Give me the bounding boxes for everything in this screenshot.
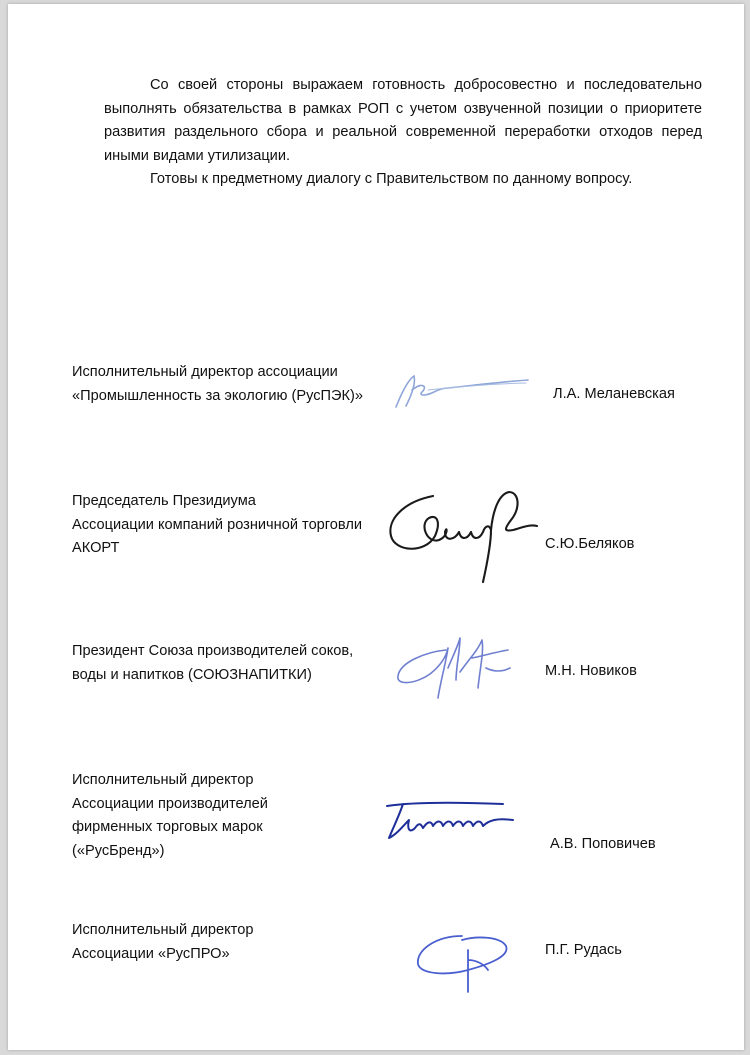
signatory-title-line: АКОРТ <box>72 540 120 556</box>
signatory-5-title <box>72 919 382 966</box>
signatory-4-name: А.В. Поповичев <box>550 836 656 852</box>
document-page <box>8 4 744 1050</box>
signature-3-image <box>386 628 526 708</box>
signature-5-image <box>406 926 526 996</box>
paragraph-dialogue: Готовы к предметному диалогу с Правительством по данному вопросу. <box>150 171 633 187</box>
signatory-title-line: Ассоциации «РусПРО» <box>72 945 230 962</box>
signatory-title-line: Ассоциации производителей <box>72 795 268 812</box>
signatory-title-line: Президент Союза производителей соков, <box>72 643 354 659</box>
signatory-title-line: Исполнительный директор ассоциации <box>72 364 338 380</box>
signatory-1-name: Л.А. Меланевская <box>553 386 675 402</box>
signatory-1-title <box>72 361 382 408</box>
signature-4-image <box>373 794 533 849</box>
signatory-title-line: («РусБренд») <box>72 842 165 859</box>
signatory-2-name: С.Ю.Беляков <box>545 536 635 552</box>
signatory-3-title <box>72 640 382 687</box>
signatory-title-line: «Промышленность за экологию (РусПЭК)» <box>72 387 363 404</box>
paragraph-readiness: Со своей стороны выражаем готовность добросовестно и последовательно выполнять обязательства в рамках РОП с учетом озвученной позиции о приоритете развития раздельного сбора и реальной современной переработки отходов перед иными видами утилизации. <box>104 77 702 164</box>
signatory-title-line: Ассоциации компаний розничной торговли <box>72 516 363 533</box>
signatory-3-name: М.Н. Новиков <box>545 663 637 679</box>
signature-1-image <box>388 362 538 422</box>
signatory-5-name: П.Г. Рудась <box>545 942 622 958</box>
signatory-2-title <box>72 490 382 561</box>
signatory-title-line: Исполнительный директор <box>72 922 254 938</box>
signatory-title-line: Исполнительный директор <box>72 772 254 788</box>
signatory-title-line: Председатель Президиума <box>72 493 256 509</box>
signatory-title-line: воды и напитков (СОЮЗНАПИТКИ) <box>72 666 312 683</box>
signatory-title-line: фирменных торговых марок <box>72 819 263 835</box>
signature-2-image <box>373 474 553 589</box>
signatory-4-title <box>72 769 382 863</box>
